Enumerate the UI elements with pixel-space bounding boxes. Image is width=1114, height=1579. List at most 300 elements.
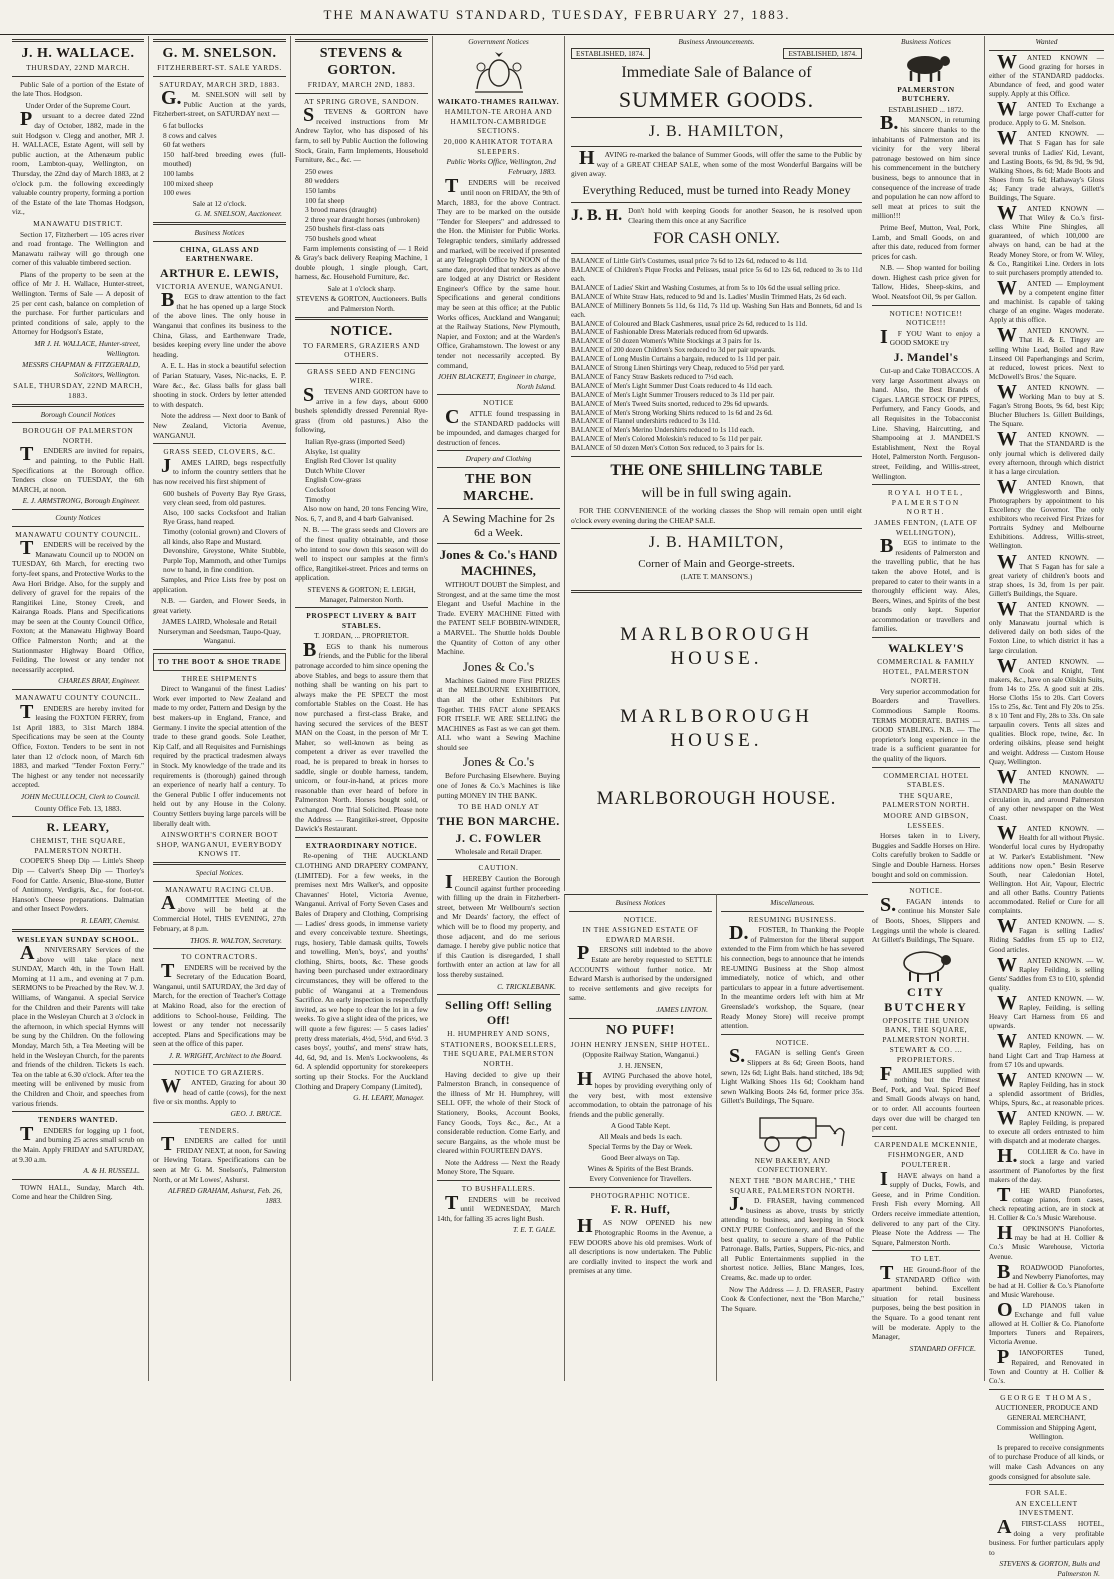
wanted-item: WANTED KNOWN — Good grazing for horses in either of the STANDARD paddocks. Abundance of feed, and good water supply. Apply at this Office.: [989, 50, 1104, 98]
column-7: [868, 36, 984, 1381]
royal-coat-of-arms-icon: [469, 49, 529, 95]
jones-body: WITHOUT DOUBT the Simplest, and Strongest, and at the same time the most Elegant and Useful Machine in the Trade. EVERY MACHINE Fitted with the PATENT SELF BOBBIN-WINDER, a MARVEL. The Shuttle holds Double the Quantity of Cotton of any other Machine.: [437, 579, 560, 657]
notice4-title: NOTICE: [483, 398, 514, 408]
snelson-title: G. M. SNELSON.: [162, 46, 277, 61]
corner-address: Corner of Main and George-streets.: [638, 558, 795, 571]
column-3: [290, 36, 432, 1381]
county2-sig: JOHN McCULLOCH, Clerk to Council.: [20, 791, 140, 801]
list-item: BALANCE of 200 dozen Children's Sox reduced to 3d per pair upwards.: [571, 346, 776, 355]
stevens-sig: STEVENS & GORTON, Auctioneers. Bulls and Palmerston North.: [296, 294, 427, 314]
wanted-item: WANTED KNOWN. — W. Rapley, Feilding, is selling Heavy Cart Harness from £6 and upwards.: [989, 991, 1104, 1031]
snelson-date: SATURDAY, MARCH 3RD, 1883.: [159, 79, 280, 89]
list-item: 150 lambs: [305, 185, 336, 195]
divider: [437, 508, 560, 509]
wanted-item: WANTED KNOWN. — Working Man to buy at S. Fagan's Strong Boots, 9s 6d, best Kip; Blucher Bluchers 1s. Gillett Buildings, The Square.: [989, 380, 1104, 429]
smoke-body: IF YOU Want to enjoy a GOOD SMOKE try: [880, 325, 980, 348]
jones2-body: Machines Gained more First PRIZES at the MELBOURNE EXHIBITION, than all the other Exhibitors Put Together. THIS FACT alone SPEAKS FOR ITSELF. WE ARE SELLING the MACHINES as Fast as we can get them. ALL who want a Sewing Machine should see: [437, 675, 560, 752]
list-item: Cocksfoot: [305, 484, 336, 494]
summer-goods: SUMMER GOODS.: [618, 87, 815, 113]
boot-sig: AINSWORTH'S CORNER BOOT SHOP, WANGANUI, EVERYBODY KNOWS IT.: [156, 830, 283, 859]
extra-title: EXTRAORDINARY NOTICE.: [305, 840, 418, 850]
wanted-item: WANTED KNOWN. — That the STANDARD is the only Manawatu journal which is delivered daily on both sides of the Foxton Line, to which district it has a large circulation.: [989, 598, 1104, 655]
list-item: Dutch White Clover: [305, 465, 365, 475]
business-header-5: Business Notices: [615, 898, 666, 907]
divider: [12, 404, 144, 407]
having-body: HAVING re-marked the balance of Summer Goods, will offer the same to the Public by way of a GREAT CHEAP SALE, when some of the most Wonderful Bargains will be given away.: [571, 147, 862, 179]
divider: [437, 450, 560, 451]
jensen-conv: Every Convenience for Travellers.: [589, 1174, 692, 1184]
laird-list: [153, 489, 286, 575]
divider: [437, 994, 560, 995]
wanted-item: WANTED KNOWN. — That S Fagan has for sale several trunks of Ladies' Kid, Levant, and Lasting Boots, 6s 9d, 8s 9d, 9s 9d, Walking Shoes, 8s 6d; Made Boots and Shoes from 5s 6d; Hathaway's Gloss 4s; Fancy trade always, Gillett's Buildings, The Square.: [989, 127, 1104, 202]
list-item: BALANCE of Coloured and Black Cashmeres, usual price 2s 6d, reduced to 1s 11d.: [571, 319, 808, 328]
rail-sig: JOHN BLACKETT, Engineer in charge, North Island.: [437, 372, 556, 391]
manson-body: B.MANSON, in returning his sincere thanks to the inhabitants of Palmerston and its vicinity for the very liberal patronage bestowed on him since his commencement in the butchery business, begs to announce that in consequence of the increase of trade and population he can now afford to sell meat at prices to suit the million!!!: [872, 112, 980, 221]
wallace-title: J. H. WALLACE.: [21, 46, 135, 61]
county2-title: MANAWATU COUNTY COUNCIL.: [15, 693, 141, 703]
jensen-meals: All Meals and beds 1s each.: [599, 1131, 682, 1141]
tenders2-body: TENDERS are called for until FRIDAY NEXT, at noon, for Sawing or Hewing Totara. Specifications can be seen at Mr G. M. Snelson's, Palmerston North, or at Mr Lowes', Ashurst.: [153, 1133, 286, 1184]
walkley-sub: COMMERCIAL & FAMILY HOTEL, PALMERSTON NORTH.: [877, 657, 975, 686]
carpendale-sub: FISHMONGER, AND POULTERER.: [887, 1150, 965, 1169]
thomas-sub: AUCTIONEER, PRODUCE AND GENERAL MERCHANT, Commission and Shipping Agent, Wellington.: [995, 1403, 1098, 1442]
notice-title: NOTICE.: [330, 323, 393, 339]
divider: [295, 317, 428, 320]
contractors-sig: J. R. WRIGHT, Architect to the Board.: [168, 1051, 282, 1061]
list-item: BALANCE of Strong Linen Shirtings very Cheap, reduced to 5½d per yard.: [571, 364, 785, 373]
notice4-body: CATTLE found trespassing in the STANDARD paddocks will be impounded, and damages charged for destruction of fences.: [437, 406, 560, 447]
jensen-beer: Good Beer always on Tap.: [601, 1153, 680, 1163]
city-sub: OPPOSITE THE UNION BANK, THE SQUARE, PALMERSTON NORTH.: [882, 1015, 970, 1044]
divider: [12, 526, 144, 527]
convenience-body: FOR THE CONVENIENCE of the working classes the Shop will remain open until eight o'clock every evening during the CHEAP SALE.: [571, 506, 862, 525]
tenders2-sig: ALFRED GRAHAM, Ashurst, Feb. 26, 1883.: [168, 1186, 282, 1205]
late-manson: (LATE T. MANSON'S.): [680, 572, 753, 582]
divider: [153, 881, 286, 882]
list-item: 750 bushels good wheat: [305, 233, 377, 243]
divider: [12, 39, 144, 42]
list-item: English Cow-grass: [305, 475, 362, 485]
masthead: THE MANAWATU STANDARD, TUESDAY, FEBRUARY 27, 1883.: [0, 0, 1114, 35]
notice7b-title: NOTICE.: [909, 886, 943, 896]
mandel-title: J. Mandel's: [893, 350, 959, 365]
lewis-address: VICTORIA AVENUE, WANGANUI.: [155, 281, 284, 291]
everything-reduced: Everything Reduced, must be turned into Ready Money: [582, 182, 851, 197]
racing-sig: THOS. R. WALTON, Secretary.: [190, 935, 282, 945]
divider: [295, 363, 428, 364]
sale-line: SALE, THURSDAY, 22ND MARCH, 1883.: [13, 381, 143, 400]
extra-body: Re-opening of THE AUCKLAND CLOTHING AND DRAPERY COMPANY, (LIMITED). For a few weeks, in the premises next Mrs Walker's, and opposite Chavannes' Hotel, Victoria Avenue, Wanganui. Arrival of Forty Seven Cases and Bales of Drapery and Clothing, Comprising — Ladies' dress goods, in immense variety and every conceivable texture. Sheetings, rugs, hosiery, Table damask quilts, Towels and towelling, Men's, boys', and youths' clothing, Shirts, boots, &c. These goods having been purchased under extraordinary circumstances, they will be offered to the public of Wanganui at a Tremendous Sacrifice. An early inspection is respectfully invited, as we hope to clear the lot in a few weeks. To give a slight idea of the prices, we will quote a few figures: — 5 cases ladies' pretty dress materials, 4½d, 5½d, and 6½d. 3 cases boys', youths', and mens' straw hats, 4d, 6d, 9d, and 1s. Men's Lockwoolens, 4s 6d. A splendid opportunity for storekeepers sorting up their Stocks. For the Auckland Clothing and Drapery Company (Limited),: [295, 851, 429, 1091]
misc-header: Miscellaneous.: [770, 898, 815, 907]
townhall-notice: TOWN HALL, Sunday, March 4th. Come and hear the Children Sing.: [12, 1182, 144, 1202]
fowler-sub: Wholesale and Retail Draper.: [454, 846, 542, 856]
wallace-sub: Public Sale of a portion of the Estate of the late Thos. Hodgson.: [12, 79, 144, 99]
livery-body: BEGS to thank his numerous friends, and the Public for the liberal patronage accorded to him since opening the above Stables, and begs to assure them that nothing shall be wanting on his part to always make the PE SPECT the most comfortable Stables on the Coast. He has now purchased a first-class Brake, and having secured the services of the BEST MAN on the Coast, in the person of Mr T. Maher, so well-known as being as competent a driver as ever travelled the road, he is prepared to break in horses to saddle, single or double harness, tandem, unicorn, or four-in-hand, at prices more reasonable than ever heard of before in Palmerston North. Horses bought sold, or exchanged. One Trial Solicited. Please note the Address — Rangitikei-street, Opposite Dawick's Restaurant.: [295, 638, 428, 834]
walkley-title: WALKLEY'S: [888, 641, 964, 656]
divider: [295, 39, 428, 42]
divider: [872, 1136, 980, 1137]
list-item: English Red Clover 1st quality: [305, 456, 397, 466]
estate-title: IN THE ASSIGNED ESTATE OF EDWARD MARSH.: [582, 925, 699, 944]
fagan-body: S.FAGAN is selling Gent's Green Slippers at 8s 6d; Green Boots, hand sewn, 12s 6d; Light Bals. hand stitched, 18s 9d; Light Walking Shoes 11s 6d; Cookham hand sewn Walking Boots 24s 6d, former price 35s. Gillett's Buildings, The Square.: [721, 1045, 864, 1106]
list-item: 8 cows and calves: [163, 130, 217, 140]
established-row: [571, 48, 862, 60]
list-item: Alsyke, 1st quality: [305, 446, 361, 456]
wanted-item: WANTED KNOWN. — That the STANDARD is the only journal which is delivered daily every afternoon, through which district it has a large circulation.: [989, 428, 1104, 476]
racing-body: ACOMMITTEE Meeting of the above will be held at the Commercial Hotel, THIS EVENING, 27th February, at 8 p.m.: [153, 892, 286, 933]
laird-samples: Samples, and Price Lists free by post on application.: [153, 574, 286, 594]
caution-title: CAUTION.: [478, 863, 519, 873]
divider: [437, 1180, 560, 1181]
list-item: BALANCE of 50 dozen Women's White Stockings at 3 pairs for 1s.: [571, 337, 762, 346]
jensen-sub: (Opposite Railway Station, Wanganui.): [582, 1050, 699, 1060]
divider: [437, 394, 560, 395]
divider: [571, 528, 862, 529]
leary-sub: CHEMIST, THE SQUARE, PALMERSTON NORTH.: [30, 836, 126, 855]
tenders-body: TENDERS for logging up 1 foot, and burning 25 acres small scrub on the Main. Apply FRIDAY and SATURDAY, at 9.30 a.m.: [12, 1122, 144, 1164]
rail-office: Public Works Office, Wellington, 2nd February, 1883.: [446, 157, 556, 176]
thomas-title: GEORGE THOMAS,: [1000, 1392, 1093, 1402]
wanted-item: WANTED KNOWN. — Cook and Knight, Tent makers, &c., have on sale Oilskin Suits, from 14s to 25s. A good suit at 20s. Horse Cloths 15s to 20s. Cart Covers 15s to 25s, &c. Tent and Fly 20s to 25s. 8 x 10 Tent and Fly, 28s to 33s. On sale tarpaulin covers. Tents all sizes and qualities. Block rope, twine, &c. In ordering oilskins, please send height and weight. Address — Custom House Quay, Wellington.: [989, 654, 1104, 766]
list-item: BALANCE of Long Muslin Curtains a bargain, reduced to 1s 11d per pair.: [571, 355, 781, 364]
graziers-title: NOTICE TO GRAZIERS.: [174, 1067, 265, 1077]
jbh-initials: J. B. H.: [571, 206, 623, 224]
let-title: TO LET.: [910, 1254, 942, 1264]
list-item: BALANCE of Men's Light Summer Trousers reduced to 3s 11d per pair.: [571, 390, 775, 399]
forsale-title: FOR SALE.: [1025, 1488, 1068, 1498]
snelson-stock-list: [153, 121, 286, 198]
huff-body: HAS NOW OPENED his new Photographic Rooms in the Avenue, a FEW DOORS above his old premises. Work of all descriptions is now undertaken. The Public are cordially invited to inspect the work and premises at any time.: [569, 1215, 712, 1276]
wanted-item: WANTED KNOWN — W. Rapley Feilding, has in stock a splendid assortment of Bridles, Whips, Spurs, &c., at reasonable prices.: [989, 1068, 1104, 1107]
tenders-title: TENDERS WANTED.: [38, 1115, 118, 1125]
list-item: BALANCE of White Straw Hats, reduced to 9d and 1s. Ladies' Muslin Trimmed Hats, 2s 6d each.: [571, 292, 847, 301]
humphrey-note: Note the Address — Next the Ready Money Store, The Square.: [437, 1157, 560, 1177]
moore-body: Horses taken in to Livery, Buggies and Saddle Horses on Hire. Colts carefully broken to Saddle or Single and Double Harness. Horses bought and sold on commission.: [872, 831, 980, 879]
notice7-title: NOTICE! NOTICE!! NOTICE!!!: [889, 308, 963, 328]
wanted-item: PIANOFORTES Tuned, Repaired, and Renovated in Town and Country at H. Collier & Co.'s.: [989, 1346, 1104, 1385]
divider: [569, 911, 712, 912]
snelson-sub: FITZHERBERT-ST. SALE YARDS.: [157, 63, 282, 72]
business-header-7: Business Notices: [901, 37, 951, 46]
list-item: 2 three year draught horses (unbroken): [305, 214, 420, 224]
stevens-time: Sale at 1 o'clock sharp.: [327, 283, 396, 293]
bushfallers-sig: T. E. T. GALE.: [512, 1225, 556, 1235]
notice-sub: TO FARMERS, GRAZIERS AND OTHERS.: [302, 340, 421, 360]
moore-title: MOORE AND GIBSON, LESSEES.: [883, 810, 969, 830]
bakery-title: NEW BAKERY, AND CONFECTIONERY.: [754, 1155, 831, 1175]
tenders-sig: A. & H. RUSSELL.: [83, 1166, 140, 1176]
list-item: 100 lambs: [163, 168, 194, 178]
wanted-item: WANTED KNOWN. — W. Rapley Feilding, is prepared to execute all orders entrusted to him with dispatch and at moderate charges.: [989, 1107, 1104, 1146]
county-sig: CHARLES BRAY, Engineer.: [58, 676, 140, 686]
jensen-sig: J. H. JENSEN,: [618, 1060, 663, 1070]
invest-title: AN EXCELLENT INVESTMENT.: [1015, 1498, 1078, 1518]
butchery-est: ESTABLISHED ... 1872.: [888, 104, 964, 114]
stewart-body: FAMILIES supplied with nothing but the Primest Beef, Pork, and Veal. Spiced Beef and Small Goods always on hand, or to order. All accounts fourteen days over due will be charged ten per cent.: [872, 1062, 980, 1133]
snelson-sig: G. M. SNELSON, Auctioneer.: [194, 209, 282, 219]
county2-date: County Office Feb. 13, 1883.: [34, 803, 122, 813]
list-item: Devonshire, Greystone, White Stubble, Purple Top, Mammoth, and other Turnips now to hand, in fine condition.: [163, 546, 286, 575]
divider: [153, 649, 286, 650]
grass-nb: N. B. — The grass seeds and Clovers are of the finest quality obtainable, and those who intend to sow down this season will do well to inspect our samples at the firm's office, Rangitikei-street. Prices and terms on application.: [295, 525, 428, 583]
list-item: 100 fat sheep: [305, 195, 345, 205]
divider: [153, 39, 286, 42]
wallace-order: Under Order of the Supreme Court.: [25, 100, 131, 110]
list-item: BALANCE of Ladies' Skirt and Washing Costumes, at from 5s to 10s 6d the usual selling price.: [571, 283, 840, 292]
business-announcements-header: Business Announcements.: [678, 37, 755, 46]
wanted-item: WANTED To Exchange a large power Chaff-cutter for produce. Apply to G. M. Snelson.: [989, 98, 1104, 128]
divider: [872, 637, 980, 638]
foster-body: D.FOSTER, In Thanking the People of Palmerston for the liberal support extended to the Firm from which he has severed his connection, begs to announce that he intends RE-UMING Business at the Shop almost immediately, notice of which, and other particulars to appear in a future advertisement. In the meantime orders left with him at Mr Greenslade's workshop, the Square, (near Ready Money Store) will receive prompt attention.: [721, 922, 864, 1031]
wanted-item: WANTED KNOWN. — That S Fagan has for sale a great variety of children's boots and strap shoes, 1s 3d, from 1s per pair. Gillett's Buildings, the Square.: [989, 550, 1104, 598]
wesleyan-body: ANNIVERSARY Services of the above will take place next SUNDAY, March 4th, in the Town Hall. Morning at 11 a.m., and evening at 7 p.m. SERMONS to be Preached by the Rev. W. J. Williams, of Wanganui. A special Service for the Children and their Parents will take place in the Wesleyan Church at 3 o'clock in the afternoon, in which special Hymns will be sung by the Children. On the following Monday, March 5th, a Tea Meeting will be held in the Wesleyan Church, for the parents and friends of the children. Tickets 1s each. Tea on the table at 6.30 o'clock. After tea the meeting will be enlivened by music from the Children and Choir, and speeches from various friends.: [12, 942, 144, 1108]
fenton-title: JAMES FENTON, (LATE OF WELLINGTON),: [874, 517, 978, 537]
bushfallers-body: TENDERS will be received until WEDNESDAY, March 14th, for falling 35 acres light Bush.: [437, 1191, 560, 1223]
divider: [872, 305, 980, 306]
shilling-table: THE ONE SHILLING TABLE: [610, 462, 823, 480]
jensen-body: HAVING Purchased the above hotel, hopes by providing everything only of the very best, with most extensive accommodation, to obtain the patronage of his friends and the public generally.: [569, 1068, 712, 1119]
business-header: Business Notices: [194, 227, 245, 237]
special-header: Special Notices.: [195, 867, 244, 877]
divider: [12, 816, 144, 817]
column-6-lower: [716, 894, 868, 1381]
balance-list: [571, 257, 862, 453]
fraser-body: J.D. FRASER, having commenced business as above, trusts by strictly attending to business, and keeping in Stock ONLY PURE Confectionery, and Bread of the best quality, to secure a share of the Public Patronage. Balls, Parties, Suppers, Pic-nics, and all Public Entertainments supplied in the shortest notice. Jellies, Blanc Manges, Ices, Creams, &c. made up to order.: [721, 1193, 864, 1282]
wanted-item: WANTED KNOWN. — W. Rapley, Feilding, has on hand Light Cart and Trap Harness at from £7 10s and upwards.: [989, 1030, 1104, 1069]
divider: [872, 484, 980, 485]
lewis-title: ARTHUR E. LEWIS,: [160, 265, 279, 280]
borough-sig: E. J. ARMSTRONG, Borough Engineer.: [22, 496, 140, 506]
jones-title: Jones & Co.'s HAND MACHINES,: [439, 546, 558, 578]
divider: [571, 202, 862, 203]
wesleyan-title: WESLEYAN SUNDAY SCHOOL.: [16, 934, 140, 944]
manson-nb: N.B. — Shop wanted for boiling down. Highest cash price given for Tallow, Hides, Sheep-skins, and Wool. Neatsfoot Oil, 9s per Gallon.: [872, 263, 980, 302]
wanted-item: WANTED KNOWN. — S. Fagan is selling Ladies' Riding Saddles from £5 up to £12, Good articles.: [989, 915, 1104, 954]
leary-body: COOPER'S Sheep Dip — Little's Sheep Dip — Calvert's Sheep Dip — Thorley's Food for Cattle. Arsenic, Blue-stone, Butter of Antimony, Verdigris, &c., for foot-rot. Hanson's Cheese preparations. Dalmatian and other Insect Powders.: [12, 856, 144, 914]
bushfallers-title: TO BUSHFALLERS.: [461, 1184, 536, 1194]
divider: [12, 422, 144, 423]
list-item: 250 bushels first-class oats: [305, 224, 385, 234]
china-title: CHINA, GLASS AND EARTHENWARE.: [179, 244, 260, 264]
lewis-body: BEGS to draw attention to the fact that he has opened up a large Stock of the above lines. The only house in Wanganui that confines its business to the China, Glass, and Earthenware Trade, besides keeping every line under the above heading.: [153, 289, 286, 359]
divider: [12, 76, 144, 77]
grass-seed-title: GRASS SEED, CLOVERS, &C.: [163, 447, 276, 457]
extra-sig: G. H. LEARY, Manager.: [353, 1093, 424, 1103]
wallace-sig-1: MR J. H. WALLACE, Hunter-street, Wellington.: [34, 339, 140, 358]
grass-body: STEVENS AND GORTON have to arrive in a few days, about 6000 bushels splendidly dressed Perennial Rye-grass (from old pastures.) Also the following,: [295, 384, 428, 435]
list-item: BALANCE of Little Girl's Costumes, usual price 7s 6d to 12s 6d, reduced to 4s 11d.: [571, 257, 808, 266]
divider: [872, 1250, 980, 1251]
jones2-title: Jones & Co.'s: [462, 658, 535, 674]
established-right: ESTABLISHED, 1874.: [783, 48, 862, 60]
laird-nb: N.B. — Garden, and Flower Seeds, in great variety.: [153, 596, 286, 615]
divider: [295, 837, 428, 838]
royal-title: ROYAL HOTEL, PALMERSTON NORTH.: [887, 488, 965, 517]
list-item: Timothy (colonial grown) and Clovers of all kinds, also Rape and Mustard.: [163, 526, 286, 546]
wallace-body: Pursuant to a decree dated 22nd day of October, 1882, made in the suit Hodgson v. Clegg and another, MR J. H. WALLACE, Estate Agent, will sell by public auction, at the Athenæum public room, Lambton-quay, Wellington, on Thursday, the 22nd day of March 1883, at 2 o'clock p.m. the following exceedingly valuable country property, forming a portion of the Estate of the late Thomas Hodgson, viz.,: [12, 108, 144, 217]
column-5-lower: [564, 894, 716, 1381]
divider: [12, 929, 144, 932]
livery-proprietor: T. JORDAN, ... PROPRIETOR.: [314, 631, 409, 641]
jensen-title: JOHN HENRY JENSEN, SHIP HOTEL.: [570, 1039, 711, 1049]
divider: [437, 467, 560, 468]
wanted-item: BROADWOOD Pianofortes, and Newberry Pianofortes, may be had at H. Collier & Co.'s Pianoforte and Music Warehouse.: [989, 1260, 1104, 1299]
divider: [153, 1064, 286, 1065]
graziers-body: WANTED, Grazing for about 30 head of cattle (cows), for the next five or six months. Apply to: [153, 1075, 286, 1107]
grass-list: [295, 437, 428, 504]
hamilton-name: J. B. HAMILTON,: [648, 123, 785, 141]
list-item: Timothy: [305, 494, 331, 504]
stables-sub: THE SQUARE, PALMERSTON NORTH.: [882, 790, 970, 810]
list-item: BALANCE of Children's Pique Frocks and Pelisses, usual price 5s 6d to 12s 6d, reduced to 3s to 11d each.: [571, 266, 862, 283]
caution-body: IHEREBY Caution the Borough Council against further proceeding with filling up the drain in Fitzherbert-street, between Mr Wellbourn's section and Mr Deards' factory, the effect of which will be to flood my property, and those adjacent, and do me serious damage. I hereby give public notice that if this Caution is disregarded, I shall forthwith enter an action at law for all loss thereby sustained.: [437, 871, 560, 979]
divider: [872, 767, 980, 768]
divider: [721, 1034, 864, 1035]
stevens-date: FRIDAY, MARCH 2ND, 1883.: [307, 80, 416, 89]
list-item: 100 mixed sheep: [163, 178, 214, 188]
wanted-item: WANTED KNOWN. — The MANAWATU STANDARD has more than double the circulation in, and around Palmerston of any other newspaper on the West Coast.: [989, 765, 1104, 823]
wanted-header: Wanted: [1035, 37, 1058, 46]
livery-title: PROSPECT LIVERY & BAIT STABLES.: [306, 611, 417, 630]
list-item: BALANCE of Men's Merino Undershirts reduced to 1s 11d each.: [571, 426, 755, 435]
list-item: 150 half-bred breeding ewes (full-mouthed): [163, 149, 286, 169]
bull-icon: [899, 49, 953, 83]
county-title: MANAWATU COUNTY COUNCIL.: [15, 529, 141, 539]
grass-sig: STEVENS & GORTON; E. LEIGH, Manager, Palmerston North.: [307, 584, 416, 604]
drapery-header: Drapery and Clothing: [465, 454, 532, 464]
list-item: BALANCE of Fancy Straw Baskets reduced to 7½d each.: [571, 372, 734, 381]
laird-sig: JAMES LAIRD, Wholesale and Retail Nurseryman and Seedsman, Taupo-Quay, Wanganui.: [158, 617, 281, 646]
county2-body: TENDERS are hereby invited for leasing the FOXTON FERRY, from 1st April 1883, to 31st March 1884. Specifications may be seen at the County Office, Foxton. Tenders to be sent in not later than 12 o'clock noon, of March 6th 1883, and marked "Tender Foxton Ferry." The highest or any tender not necessarily accepted.: [12, 700, 144, 790]
marlborough-2: MARLBOROUGH HOUSE.: [620, 705, 813, 751]
contractors-title: TO CONTRACTORS.: [181, 952, 258, 962]
invest-body: AFIRST-CLASS HOTEL, doing a very profitable business. For further particulars apply to: [989, 1515, 1104, 1557]
divider: [153, 241, 286, 242]
leary-sig: R. LEARY, Chemist.: [81, 915, 140, 925]
carpendale-body: IHAVE always on hand a supply of Ducks, Fowls, and Geese, and in Prime Condition. Fresh Fish every Morning. All Orders receive immediate attention, delivered to any part of the City. Please Note the Address — The Square, Palmerston North.: [872, 1167, 980, 1247]
butchery-title: PALMERSTON BUTCHERY.: [897, 84, 955, 104]
rail-title: WAIKATO-THAMES RAILWAY.: [437, 96, 560, 106]
divider: [437, 543, 560, 544]
list-item: BALANCE of Men's Strong Working Shirts reduced to 1s 6d and 2s 6d.: [571, 408, 773, 417]
mandel-body: Cut-up and Cake TOBACCOS. A very large Assortment always on hand. Also, the Best Brands of Cigars. LARGE STOCK OF PIPES, Perfumery, and Fancy Goods, and all Requisites in the Tobacconist Line. Shaving, Haircutting, and Shampooing at J. MANDEL'S Establishment, Next the Royal Hotel, Palmerston North. Ferguson-street, Feilding, and Willis-street, Wellington.: [872, 366, 980, 481]
laird-body: JAMES LAIRD, begs respectfully to inform the country settlers that he has now received his first shipment of: [153, 454, 286, 486]
jbh-body: Don't hold with keeping Goods for another Season, he is resolved upon Clearing them this once at any Sacrifice: [628, 205, 862, 225]
fagan2-body: S.FAGAN intends to continue his Monster Sale of Boots, Shoes, Slippers and Leggings until the whole is cleared. At Gillett's Buildings, The Square.: [872, 893, 980, 945]
list-item: 80 wedders: [305, 176, 339, 186]
list-item: BALANCE of 50 dozen Men's Cotton Sox reduced, to 3 pairs for 1s.: [571, 444, 764, 453]
divider: [295, 93, 428, 94]
divider: [989, 1389, 1104, 1390]
stewart-title: STEWART & CO. ... PROPRIETORS.: [889, 1045, 963, 1065]
divider: [153, 862, 286, 865]
hamilton-spread: [564, 36, 868, 891]
divider: [12, 689, 144, 690]
thomas-body: Is prepared to receive consignments of to purchase Produce of all kinds, or will make Cash Advances on any goods consigned for absolute sale.: [989, 1442, 1104, 1481]
jones3-title: Jones & Co.'s: [462, 754, 535, 770]
list-item: 100 ewes: [163, 188, 191, 198]
district-title: MANAWATU DISTRICT.: [33, 218, 123, 228]
humphrey-sub: STATIONERS, BOOKSELLERS, THE SQUARE, PALMERSTON NORTH.: [440, 1039, 557, 1068]
let-sig: STANDARD OFFICE.: [909, 1343, 976, 1353]
list-item: 3 brood mares (draught): [305, 205, 377, 215]
huff-title: F. R. Huff,: [610, 1202, 671, 1217]
rail-sleepers: 20,000 KAHIKATOR TOTARA SLEEPERS.: [443, 136, 554, 156]
divider: [571, 253, 862, 254]
divider: [153, 222, 286, 225]
list-item: BALANCE of Men's Colored Moleskin's reduced to 5s 11d per pair.: [571, 435, 763, 444]
divider: [872, 882, 980, 883]
marlborough-1: MARLBOROUGH HOUSE.: [620, 623, 813, 669]
sewing-title: A Sewing Machine for 2s 6d a Week.: [442, 512, 555, 539]
invest-sig: STEVENS & GORTON, Bulls and Palmerston N.: [999, 1559, 1100, 1578]
graziers-sig: GEO. J. BRUCE.: [230, 1109, 282, 1118]
let-body: THE Ground-floor of the STANDARD Office with apartment behind. Excellent situation for retail business purposes, being the best position in the Square. To a good tenant rent will be moderate. Apply to the Manager,: [872, 1261, 980, 1342]
marlborough-3: MARLBOROUGH HOUSE.: [596, 787, 837, 809]
wanted-item: WANTED KNOWN. — W. Rapley Feilding, is selling Gents' Saddles from £3 to £10, splendid quality.: [989, 953, 1104, 992]
list-item: Also, 100 sacks Cocksfoot and Italian Rye Grass, hand reaped.: [163, 507, 286, 527]
newspaper-page: [8, 36, 1108, 1578]
divider: [569, 1018, 712, 1019]
wallace-sig-2: MESSRS CHAPMAN & FITZGERALD, Solicitors, Wellington.: [22, 360, 140, 379]
boot-sub: THREE SHIPMENTS: [181, 673, 258, 683]
leary-title: R. LEARY,: [46, 820, 110, 835]
jones3-body: Before Purchasing Elsewhere. Buying one of Jones & Co.'s Machines is like putting MONEY IN THE BANK.: [437, 771, 560, 800]
wanted-item: WANTED KNOWN — That Wiley & Co.'s first-class White Pine Shingles, all guaranteed, of which 100,000 are always on hand, can be had at the Ready Money Store, or from W. Wiley, & Co., Rangitikei Line. Orders in lots to suit purchasers promptly attended to.: [989, 202, 1104, 277]
divider: [569, 1187, 712, 1188]
divider: [153, 1122, 286, 1123]
list-item: Italian Rye-grass (imported Seed): [305, 437, 405, 446]
list-item: 600 bushels of Poverty Bay Rye Grass, very clean seed, from old pastures.: [163, 488, 286, 508]
humphrey-body: Having decided to give up their Palmerston Branch, in consequence of the illness of Mr H. Humphrey, will SELL OFF, the whole of their Stock of Stationery, Books, Account Books, Fancy Goods, Toys &c., &c., At a considerable reduction. Come Early, and secure Bargains, as the whole must be cleared within FOURTEEN DAYS.: [437, 1069, 560, 1156]
borough-title: BOROUGH OF PALMERSTON NORTH.: [22, 426, 134, 445]
fenton-body: BEGS to intimate to the residents of Palmerston and the travelling public, that he has taken the above Hotel, and is prepared to cater to their wants in a thoroughly efficient way. Ales, Beers, Wines, and Spirits of the best brands only kept. Superior accommodation or travellers and families.: [872, 535, 980, 634]
wallace-date: THURSDAY, 22ND MARCH.: [26, 63, 130, 72]
caution-sig: C. TRICKLEBANK.: [497, 981, 556, 991]
column-2: [148, 36, 290, 1381]
borough-body: TENDERS are invited for repairs, and painting, to the Public Hall. Specifications at the Borough office. Tenders close on TUESDAY, the 6th MARCH, at noon.: [12, 443, 144, 494]
bakery-cart-icon: [738, 1108, 848, 1154]
sheep-icon: [896, 947, 956, 983]
column-4: [432, 36, 564, 1381]
divider: [571, 117, 862, 118]
estate-sig: JAMES LINTON.: [656, 1004, 708, 1014]
divider: [153, 76, 286, 77]
government-header: Government Notices: [468, 37, 529, 46]
had-only: TO BE HAD ONLY AT: [458, 802, 539, 812]
notice6-title: NOTICE.: [775, 1037, 810, 1047]
county-body: TENDERS will be received by the Manawatu Council up to NOON on TUESDAY, 6th March, for erecting two forty-feet spans, and Protective Works to the Awa Hori Bridge. Also, for the supply and delivery of gravel for the repairs of the Rangitikei Line, Stoney Creek, and Kairanga Roads. Plans and Specifications may be seen at the County Council Office, Foxton; at the Manawatu Highway Board Office Palmerston North; and at the Stationmaster Highway Board Office, Feilding. The lowest or any tender not necessarily accepted.: [12, 537, 144, 674]
boot-body: Direct to Wanganui of the finest Ladies' Work ever imported to New Zealand and made to my order, Pattern and Design by the best makers-up in England, France, and Germany. I invite the special attention of the trade to these grand goods. Sole Leather, Kip Calf, and all Requisites and Furnishings required by the practical tradesmen always in Stock. My knowledge of the trade and its requirements is (thorough) gained through an experience of nearly half a century. To the General Public I offer inducements not held out by any House in the Colony. Country Settlers buying large parcels will be liberally dealt with.: [153, 684, 286, 828]
list-item: BALANCE of Men's Tweed Suits snorted, reduced to 29s 6d upwards.: [571, 399, 769, 408]
column-8: [984, 36, 1108, 1578]
divider: [153, 948, 286, 949]
divider: [571, 146, 862, 147]
list-item: BALANCE of Men's Light Summer Dust Coats reduced to 4s 11d each.: [571, 381, 773, 390]
wanted-item: H.COLLIER & Co. have in stock a large and varied assortment of Pianofortes by the first makers of the day.: [989, 1145, 1104, 1184]
bon-marche-title: THE BON MARCHE.: [463, 471, 534, 504]
bakery-sub: NEXT THE "BON MARCHE," THE SQUARE, PALMERSTON NORTH.: [729, 1176, 856, 1195]
fowler-title: J. C. FOWLER: [455, 830, 542, 845]
rail-body: TENDERS will be received until noon on FRIDAY, the 9th of March, 1883, for the above Contract. They are to be marked on the outside "Tender for Sleepers" and addressed to the Hon. the Minister for Public Works. Telegraphic tenders, similarly addressed and marked, will be received if presented at any Telegraph Office by NOON of the same date, provided that tenders as above are lodged at any District or Resident Engineer's Office by the same hour. Specifications and general conditions may be seen at this office; at the Public Works offices, Auckland and Wanganui; at the Railway Stations, New Plymouth, Napier, and Foxton; and at the Warden's Office, Grahamstown. The lowest or any tender not necessarily accepted. By command,: [437, 175, 560, 370]
county-header: County Notices: [55, 512, 101, 522]
divider: [153, 443, 286, 444]
divider: [989, 1484, 1104, 1485]
divider: [571, 590, 862, 593]
district-body: Section 17, Fitzherbert — 105 acres river and road frontage. The Wellington and Manawatu railway will go through one corner of this valuable timbered section.: [12, 229, 144, 268]
divider: [571, 456, 862, 457]
divider: [12, 1179, 144, 1180]
